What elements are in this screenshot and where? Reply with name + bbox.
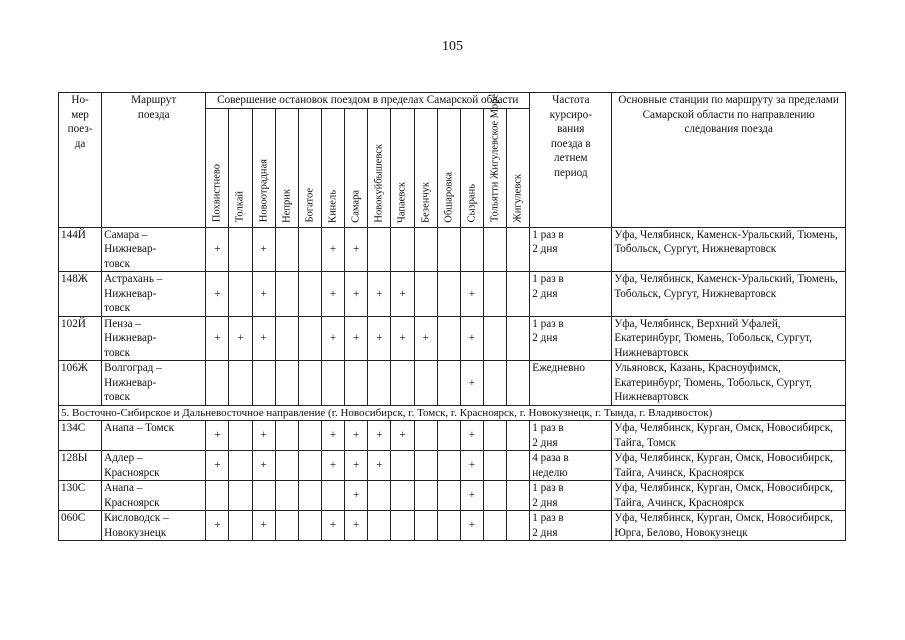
stop-cell	[368, 421, 391, 451]
table-row	[59, 316, 846, 361]
stop-cell	[368, 481, 391, 511]
stop-cell	[437, 421, 460, 451]
stop-cell	[229, 511, 252, 541]
header-stops-group: Совершение остановок поездом в пределах Самарской области	[206, 93, 530, 109]
stop-mark: +	[214, 459, 221, 472]
station-header	[252, 108, 275, 227]
stop-cell	[321, 272, 344, 317]
stations-cell: Уфа, Челябинск, Курган, Омск, Новосибирск, Тайга, Ачинск, Красноярск	[612, 481, 846, 511]
stop-mark: +	[399, 332, 406, 344]
stop-cell	[275, 421, 298, 451]
stop-mark: +	[353, 332, 360, 344]
stop-cell	[206, 316, 229, 361]
station-header	[206, 108, 229, 227]
stop-cell	[321, 316, 344, 361]
stop-cell	[229, 227, 252, 272]
station-label: Новоотрадная	[258, 159, 270, 223]
stop-mark: +	[214, 332, 221, 344]
stop-cell	[252, 227, 275, 272]
table-row	[59, 511, 846, 541]
header-row	[59, 93, 846, 109]
stop-cell	[298, 421, 321, 451]
stop-cell	[507, 227, 530, 272]
stop-cell	[206, 451, 229, 481]
stop-cell	[437, 227, 460, 272]
stop-cell	[368, 361, 391, 406]
stop-cell	[368, 316, 391, 361]
stop-cell	[206, 481, 229, 511]
stop-cell	[275, 227, 298, 272]
stop-cell	[483, 451, 506, 481]
train-number: 148Ж	[59, 272, 102, 317]
stations-cell: Уфа, Челябинск, Каменск-Уральский, Тюмень, Тобольск, Сургут, Нижневартовск	[612, 272, 846, 317]
table-row	[59, 227, 846, 272]
stop-mark: +	[468, 429, 476, 442]
stop-mark: +	[468, 489, 476, 502]
stop-cell	[206, 511, 229, 541]
rows-group-2	[59, 421, 846, 541]
stop-cell	[229, 272, 252, 317]
section-title: 5. Восточно-Сибирское и Дальневосточное направление (г. Новосибирск, г. Томск, г. Красноярск, г. Новокузнецк, г. Тында, г. Владивосток)	[59, 405, 846, 421]
stop-mark: +	[260, 332, 267, 344]
stop-mark: +	[214, 519, 221, 532]
station-header	[275, 108, 298, 227]
station-header	[437, 108, 460, 227]
stations-cell: Уфа, Челябинск, Курган, Омск, Новосибирск, Юрга, Белово, Новокузнецк	[612, 511, 846, 541]
frequency-cell: Ежедневно	[530, 361, 612, 406]
route-cell: Анапа – Красноярск	[102, 481, 206, 511]
station-label: Обшаровка	[443, 171, 455, 223]
stop-cell	[298, 316, 321, 361]
station-label: Чапаевск	[396, 181, 408, 223]
stop-mark: +	[353, 489, 360, 502]
stop-cell	[321, 421, 344, 451]
stop-cell	[483, 421, 506, 451]
stop-cell	[345, 361, 368, 406]
route-cell: Анапа – Томск	[102, 421, 206, 451]
stop-cell	[414, 272, 437, 317]
table-row	[59, 481, 846, 511]
stop-cell	[437, 481, 460, 511]
stop-cell	[229, 481, 252, 511]
stop-cell	[345, 511, 368, 541]
stop-mark: +	[468, 519, 476, 532]
train-number: 134С	[59, 421, 102, 451]
stations-cell: Уфа, Челябинск, Верхний Уфалей, Екатеринбург, Тюмень, Тобольск, Сургут, Нижневартовск	[612, 316, 846, 361]
stop-cell	[391, 361, 414, 406]
stop-cell	[252, 272, 275, 317]
stop-cell	[206, 227, 229, 272]
stations-cell: Ульяновск, Казань, Красноуфимск, Екатеринбург, Тюмень, Тобольск, Сургут, Нижневартовск	[612, 361, 846, 406]
stop-mark: +	[353, 459, 360, 472]
stop-mark: +	[376, 459, 383, 472]
stop-cell	[414, 227, 437, 272]
station-label: Похвистнево	[211, 164, 223, 223]
stations-cell: Уфа, Челябинск, Курган, Омск, Новосибирск, Тайга, Томск	[612, 421, 846, 451]
stop-cell	[298, 511, 321, 541]
stop-cell	[507, 451, 530, 481]
stop-cell	[298, 361, 321, 406]
stop-cell	[391, 421, 414, 451]
stop-cell	[368, 227, 391, 272]
stop-cell	[460, 316, 483, 361]
stop-cell	[437, 451, 460, 481]
stop-cell	[345, 481, 368, 511]
route-cell: Адлер – Красноярск	[102, 451, 206, 481]
station-header	[229, 108, 252, 227]
frequency-cell: 1 раз в 2 дня	[530, 421, 612, 451]
stop-cell	[391, 481, 414, 511]
stop-cell	[391, 511, 414, 541]
station-header	[460, 108, 483, 227]
stop-mark: +	[214, 287, 221, 300]
stop-mark: +	[376, 287, 383, 300]
station-label: Толкай	[234, 191, 246, 223]
stop-cell	[298, 227, 321, 272]
train-number: 128Ы	[59, 451, 102, 481]
header-main-stations: Основные станции по маршруту за пределами Самарской области по направлению следования поезда	[612, 93, 846, 228]
stations-cell: Уфа, Челябинск, Каменск-Уральский, Тюмень, Тобольск, Сургут, Нижневартовск	[612, 227, 846, 272]
stop-cell	[391, 227, 414, 272]
stop-mark: +	[214, 429, 221, 442]
table-row	[59, 361, 846, 406]
stop-cell	[437, 316, 460, 361]
station-label: Жигулевск	[512, 173, 524, 223]
train-schedule-table	[58, 92, 846, 541]
stop-mark: +	[260, 243, 267, 255]
stop-cell	[229, 361, 252, 406]
stop-mark: +	[260, 519, 267, 532]
route-cell: Астрахань – Нижневар- товск	[102, 272, 206, 317]
route-cell: Самара – Нижневар- товск	[102, 227, 206, 272]
station-header	[321, 108, 344, 227]
stop-cell	[275, 451, 298, 481]
station-label: Безенчук	[420, 181, 432, 223]
stop-cell	[321, 227, 344, 272]
stop-cell	[460, 451, 483, 481]
stop-mark: +	[468, 459, 476, 472]
stop-cell	[206, 361, 229, 406]
stop-mark: +	[214, 243, 221, 255]
stop-mark: +	[329, 429, 337, 442]
stop-cell	[321, 451, 344, 481]
frequency-cell: 4 раза в неделю	[530, 451, 612, 481]
stop-cell	[252, 361, 275, 406]
stop-cell	[298, 481, 321, 511]
stations-cell: Уфа, Челябинск, Курган, Омск, Новосибирск, Тайга, Ачинск, Красноярск	[612, 451, 846, 481]
stop-cell	[206, 421, 229, 451]
stop-cell	[391, 451, 414, 481]
station-header	[507, 108, 530, 227]
stop-cell	[507, 421, 530, 451]
stop-cell	[437, 511, 460, 541]
stop-cell	[483, 227, 506, 272]
station-header	[391, 108, 414, 227]
stop-mark: +	[260, 429, 267, 442]
frequency-cell: 1 раз в 2 дня	[530, 481, 612, 511]
train-number: 130С	[59, 481, 102, 511]
stop-cell	[275, 272, 298, 317]
stop-cell	[252, 481, 275, 511]
station-label: Кинель	[327, 189, 339, 223]
stop-cell	[252, 451, 275, 481]
station-header	[414, 108, 437, 227]
stop-cell	[368, 451, 391, 481]
stop-cell	[414, 451, 437, 481]
stop-cell	[206, 272, 229, 317]
stop-cell	[437, 272, 460, 317]
frequency-cell: 1 раз в 2 дня	[530, 227, 612, 272]
station-header	[368, 108, 391, 227]
stop-cell	[345, 421, 368, 451]
stop-cell	[437, 361, 460, 406]
stop-cell	[391, 316, 414, 361]
stop-mark: +	[353, 243, 360, 255]
stop-cell	[483, 316, 506, 361]
stop-mark: +	[260, 459, 267, 472]
stop-cell	[483, 511, 506, 541]
stop-cell	[460, 481, 483, 511]
stop-cell	[298, 451, 321, 481]
station-label: Самара	[350, 189, 362, 223]
stop-cell	[345, 316, 368, 361]
stop-cell	[229, 421, 252, 451]
station-header	[345, 108, 368, 227]
rows-group-1	[59, 227, 846, 405]
stop-cell	[298, 272, 321, 317]
stop-cell	[507, 316, 530, 361]
stop-cell	[321, 361, 344, 406]
header-route: Маршрут поезда	[102, 93, 206, 228]
stop-mark: +	[329, 519, 337, 532]
table-row	[59, 421, 846, 451]
station-label: Тольятти Жигулевское Море	[489, 94, 501, 223]
stop-mark: +	[399, 287, 406, 300]
stop-cell	[345, 451, 368, 481]
stop-cell	[252, 511, 275, 541]
train-number: 060С	[59, 511, 102, 541]
stop-cell	[414, 511, 437, 541]
stop-cell	[275, 316, 298, 361]
stop-cell	[391, 272, 414, 317]
stop-cell	[414, 481, 437, 511]
header-frequency: Частота курсиро- вания поезда в летнем период	[530, 93, 612, 228]
stop-cell	[275, 481, 298, 511]
station-label: Новокуйбышевск	[373, 143, 385, 223]
stop-cell	[414, 421, 437, 451]
stop-mark: +	[353, 287, 360, 300]
stop-mark: +	[260, 287, 267, 300]
stop-cell	[321, 481, 344, 511]
route-cell: Пенза – Нижневар- товск	[102, 316, 206, 361]
train-number: 144Й	[59, 227, 102, 272]
frequency-cell: 1 раз в 2 дня	[530, 511, 612, 541]
stop-mark: +	[376, 429, 383, 442]
stop-mark: +	[399, 429, 406, 442]
stop-mark: +	[376, 332, 383, 344]
stop-cell	[460, 511, 483, 541]
train-number: 106Ж	[59, 361, 102, 406]
stop-cell	[460, 361, 483, 406]
stop-mark: +	[422, 332, 429, 344]
stop-mark: +	[329, 243, 337, 255]
stop-cell	[483, 272, 506, 317]
stop-cell	[229, 451, 252, 481]
stop-cell	[368, 511, 391, 541]
stop-mark: +	[353, 519, 360, 532]
header-number: Но- мер поез- да	[59, 93, 102, 228]
section-row	[59, 405, 846, 421]
stop-cell	[414, 361, 437, 406]
stop-cell	[368, 272, 391, 317]
stop-mark: +	[353, 429, 360, 442]
stop-cell	[460, 421, 483, 451]
stop-cell	[460, 272, 483, 317]
stop-cell	[275, 361, 298, 406]
train-number: 102Й	[59, 316, 102, 361]
page-number: 105	[442, 39, 463, 54]
stop-mark: +	[468, 287, 476, 300]
stop-mark: +	[468, 332, 476, 344]
stop-cell	[507, 481, 530, 511]
route-cell: Кисловодск – Новокузнецк	[102, 511, 206, 541]
stop-cell	[483, 361, 506, 406]
frequency-cell: 1 раз в 2 дня	[530, 316, 612, 361]
table-row	[59, 272, 846, 317]
stop-cell	[275, 511, 298, 541]
stop-mark: +	[329, 287, 337, 300]
station-label: Богатое	[304, 188, 316, 223]
stop-cell	[345, 227, 368, 272]
station-header	[483, 94, 506, 227]
stop-cell	[229, 316, 252, 361]
stop-mark: +	[468, 376, 476, 389]
stop-cell	[507, 361, 530, 406]
stop-mark: +	[329, 459, 337, 472]
stop-cell	[414, 316, 437, 361]
frequency-cell: 1 раз в 2 дня	[530, 272, 612, 317]
station-header	[298, 108, 321, 227]
stop-cell	[252, 316, 275, 361]
stop-cell	[460, 227, 483, 272]
stop-mark: +	[329, 332, 337, 344]
stop-cell	[507, 272, 530, 317]
stop-cell	[507, 511, 530, 541]
station-label: Сызрань	[466, 183, 478, 223]
stop-cell	[252, 421, 275, 451]
table-row	[59, 451, 846, 481]
stop-cell	[483, 481, 506, 511]
station-label: Неприк	[281, 188, 293, 223]
stop-mark: +	[237, 332, 244, 344]
stop-cell	[321, 511, 344, 541]
route-cell: Волгоград – Нижневар- товск	[102, 361, 206, 406]
stop-cell	[345, 272, 368, 317]
